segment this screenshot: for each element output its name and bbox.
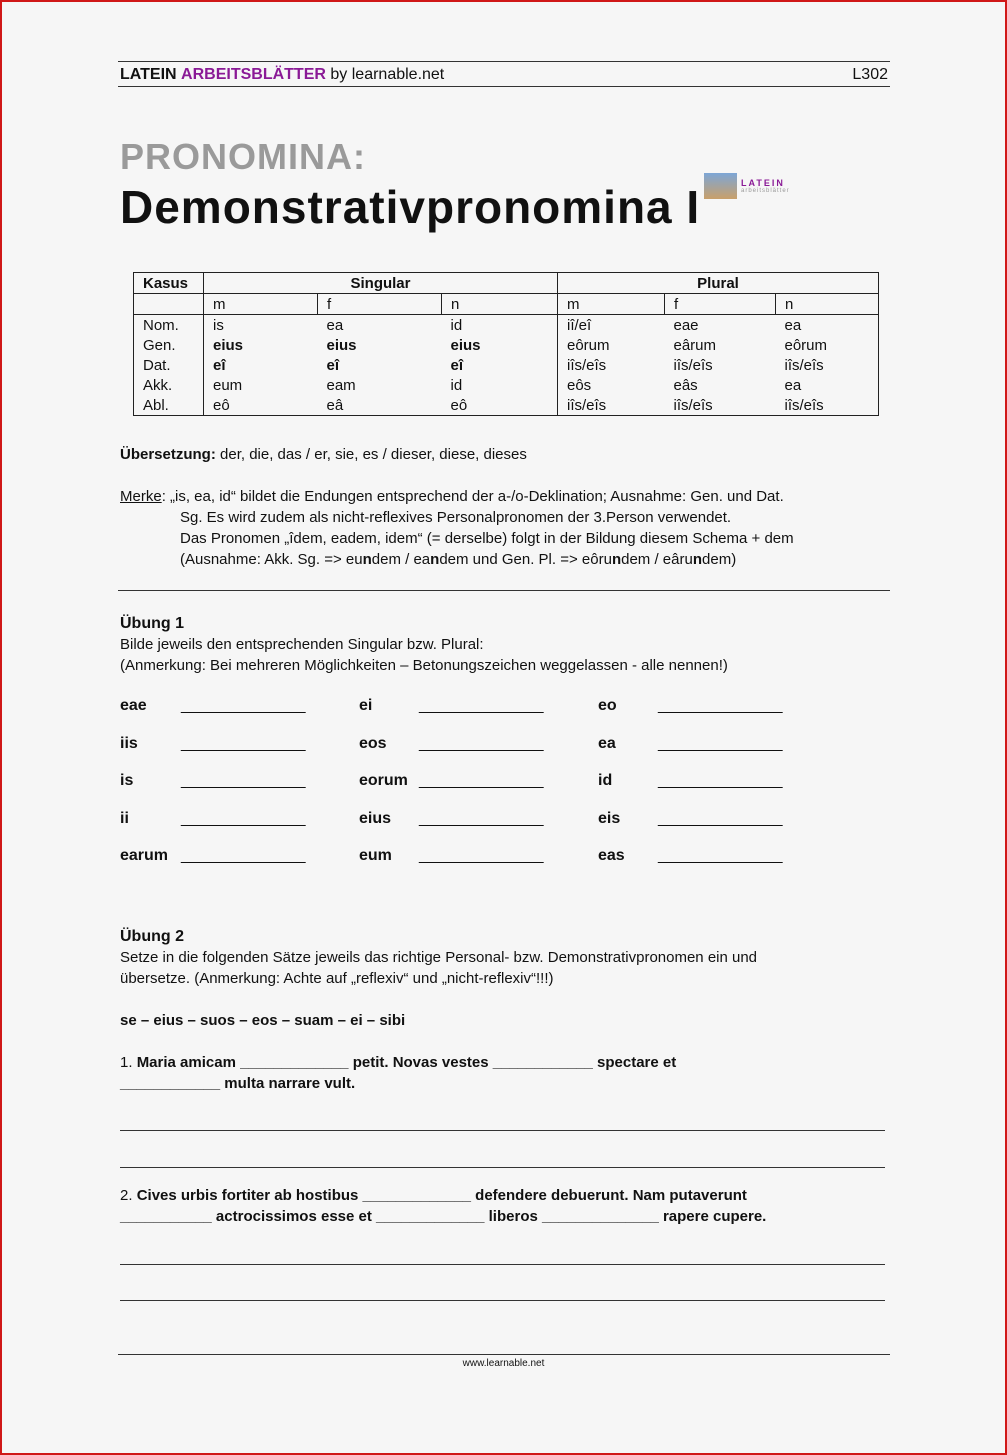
- exercise-word: iis: [120, 734, 138, 752]
- table-cell: iîs/eîs: [776, 355, 879, 375]
- footer-rule: [118, 1354, 890, 1355]
- table-cell: eum: [213, 376, 243, 394]
- header-code: L302: [852, 66, 888, 83]
- table-cell: eâ: [318, 395, 442, 416]
- answer-blank[interactable]: ______________: [181, 697, 306, 714]
- latein-logo: [704, 173, 804, 200]
- answer-blank[interactable]: ______________: [658, 697, 783, 714]
- answer-blank[interactable]: ______________: [658, 734, 783, 752]
- section-divider: [118, 590, 890, 591]
- table-cell: ea: [776, 375, 879, 395]
- table-cell: eâs: [673, 376, 698, 394]
- translation-text: der, die, das / er, sie, es / dieser, diese, dieses: [215, 446, 527, 463]
- exercise-1-title: Übung 1: [120, 615, 184, 632]
- table-cell: eius: [442, 335, 558, 355]
- answer-blank[interactable]: ______________: [419, 847, 544, 864]
- merke-line-2: Sg. Es wird zudem als nicht-reflexives Personalpronomen der 3.Person verwendet.: [180, 509, 732, 526]
- exercise-word: eius: [359, 809, 392, 827]
- sentence-2-text-cont: ___________ actrocissimos esse et _____________ liberos ______________ rapere cupere.: [120, 1208, 767, 1225]
- col-singular: Singular: [204, 273, 558, 294]
- table-cell: eam: [326, 376, 356, 394]
- gender-m-pl: m: [558, 294, 665, 315]
- case-label: Akk.: [134, 375, 204, 395]
- merke-text: (Ausnahme: Akk. Sg. => eu: [180, 551, 363, 568]
- table-cell: eî: [213, 356, 226, 374]
- table-cell: ea: [326, 316, 344, 334]
- case-label: Gen.: [134, 335, 204, 355]
- table-cell: iîs/eîs: [665, 395, 776, 416]
- answer-blank[interactable]: ______________: [658, 772, 783, 789]
- exercise-word: earum: [120, 847, 169, 864]
- merke-line-4: [120, 549, 890, 570]
- header-top-rule: [118, 61, 890, 62]
- merke-bold-n: n: [430, 551, 440, 568]
- exercise-word: is: [120, 772, 134, 789]
- answer-blank[interactable]: ______________: [658, 847, 783, 864]
- answer-blank[interactable]: ______________: [419, 809, 544, 827]
- answer-blank[interactable]: ______________: [181, 734, 306, 752]
- gender-m-sg: m: [204, 294, 318, 315]
- page-header: [120, 66, 888, 84]
- translation: [120, 444, 527, 465]
- table-cell: iîs/eîs: [673, 356, 713, 374]
- answer-line[interactable]: [120, 1300, 885, 1301]
- gender-n-sg: n: [442, 294, 558, 315]
- table-cell: eius: [326, 336, 357, 354]
- table-cell: eôrum: [776, 335, 879, 355]
- table-cell: eô: [442, 395, 558, 416]
- table-cell: eî: [326, 356, 340, 374]
- merke-note: [120, 486, 890, 570]
- sentence-1-text: Maria amicam _____________ petit. Novas vestes ____________ spectare et: [136, 1054, 677, 1071]
- logo-subtitle: arbeitsblätter: [741, 188, 790, 194]
- table-cell: ea: [776, 315, 879, 336]
- merke-text: dem / eâru: [621, 551, 693, 568]
- merke-line-1: : „is, ea, id“ bildet die Endungen entsprechend der a-/o-Deklination; Ausnahme: Gen. und Dat.: [161, 488, 784, 505]
- exercise-1-note: (Anmerkung: Bei mehreren Möglichkeiten – Betonungszeichen weggelassen - alle nennen!): [120, 657, 728, 674]
- merke-text: dem / ea: [371, 551, 431, 568]
- answer-blank[interactable]: ______________: [658, 809, 783, 827]
- gender-f-sg: f: [318, 294, 442, 315]
- table-cell: is: [213, 316, 224, 334]
- exercise-word: ei: [359, 697, 373, 714]
- answer-line[interactable]: [120, 1264, 885, 1265]
- exercise-2-instruction: Setze in die folgenden Sätze jeweils das richtige Personal- bzw. Demonstrativpronomen ein und: [120, 949, 758, 966]
- table-cell: eî: [442, 355, 558, 375]
- exercise-2-intro: [120, 926, 890, 989]
- merke-bold-n: n: [362, 551, 372, 568]
- sentence-2-text: Cives urbis fortiter ab hostibus _____________ defendere debuerunt. Nam putaverunt: [136, 1187, 747, 1204]
- case-label: Abl.: [134, 395, 204, 416]
- table-cell: eô: [204, 395, 318, 416]
- merke-label: Merke: [120, 488, 162, 505]
- sentence-1: [120, 1052, 890, 1094]
- table-cell: eôs: [567, 376, 592, 394]
- sentence-2-number: 2.: [120, 1187, 137, 1204]
- sentence-2: [120, 1185, 900, 1227]
- exercise-word: eae: [120, 697, 147, 714]
- table-cell: eius: [213, 336, 244, 354]
- logo-title: LATEIN: [741, 178, 785, 188]
- table-cell: eârum: [673, 336, 717, 354]
- table-cell: eôrum: [567, 336, 610, 354]
- title-category: PRONOMINA:: [120, 136, 366, 177]
- table-cell: id: [442, 375, 558, 395]
- table-cell: iîs/eîs: [558, 395, 665, 416]
- exercise-1-instruction: Bilde jeweils den entsprechenden Singular bzw. Plural:: [120, 636, 484, 653]
- header-bottom-rule: [118, 86, 890, 87]
- case-label: Nom.: [134, 315, 204, 336]
- merke-text: dem): [702, 551, 737, 568]
- header-arbeitsblaetter: ARBEITSBLÄTTER: [181, 66, 326, 83]
- answer-line[interactable]: [120, 1130, 885, 1131]
- declension-table: [133, 272, 879, 416]
- answer-blank[interactable]: ______________: [181, 772, 306, 789]
- exercise-2-title: Übung 2: [120, 928, 184, 945]
- exercise-word: ea: [598, 734, 616, 752]
- exercise-1-intro: [120, 613, 890, 676]
- answer-blank[interactable]: ______________: [419, 734, 544, 752]
- case-label: Dat.: [134, 355, 204, 375]
- answer-blank[interactable]: ______________: [181, 847, 306, 864]
- exercise-word: id: [598, 772, 613, 789]
- sentence-1-number: 1.: [120, 1054, 137, 1071]
- exercise-2-instruction-2: übersetze. (Anmerkung: Achte auf „reflexiv“ und „nicht-reflexiv“!!!): [120, 970, 554, 987]
- merke-bold-n: n: [611, 551, 622, 568]
- header-by: by learnable.net: [330, 66, 445, 83]
- table-cell: iî/eî: [567, 316, 592, 334]
- col-kasus: Kasus: [134, 273, 204, 294]
- answer-blank[interactable]: ______________: [419, 772, 544, 789]
- exercise-word: eos: [359, 734, 387, 752]
- table-cell: eae: [673, 316, 699, 334]
- exercise-word: eum: [359, 847, 392, 864]
- exercise-word: eorum: [359, 772, 408, 789]
- exercise-word: eis: [598, 809, 621, 827]
- word-bank: se – eius – suos – eos – suam – ei – sibi: [120, 1012, 406, 1029]
- merke-line-3: Das Pronomen „îdem, eadem, idem“ (= derselbe) folgt in der Bildung diesem Schema + dem: [180, 530, 794, 547]
- sentence-1-text-cont: ____________ multa narrare vult.: [120, 1075, 356, 1092]
- table-cell: iîs/eîs: [776, 395, 879, 416]
- answer-blank[interactable]: ______________: [419, 697, 544, 714]
- translation-label: Übersetzung:: [120, 446, 216, 463]
- colosseum-image: [704, 173, 737, 199]
- merke-bold-n: n: [692, 551, 703, 568]
- page-title: Demonstrativpronomina I: [120, 181, 701, 233]
- footer-url: www.learnable.net: [462, 1358, 545, 1369]
- exercise-word: ii: [120, 809, 129, 827]
- col-plural: Plural: [558, 273, 879, 294]
- header-latein: LATEIN: [120, 66, 177, 83]
- answer-line[interactable]: [120, 1167, 885, 1168]
- gender-f-pl: f: [665, 294, 776, 315]
- exercise-word: eas: [598, 847, 625, 864]
- kasus-blank: [134, 294, 204, 315]
- merke-text: dem und Gen. Pl. => eôru: [439, 551, 612, 568]
- answer-blank[interactable]: ______________: [181, 809, 306, 827]
- gender-n-pl: n: [776, 294, 879, 315]
- table-cell: iîs/eîs: [567, 356, 607, 374]
- table-cell: id: [442, 315, 558, 336]
- exercise-word: eo: [598, 697, 617, 714]
